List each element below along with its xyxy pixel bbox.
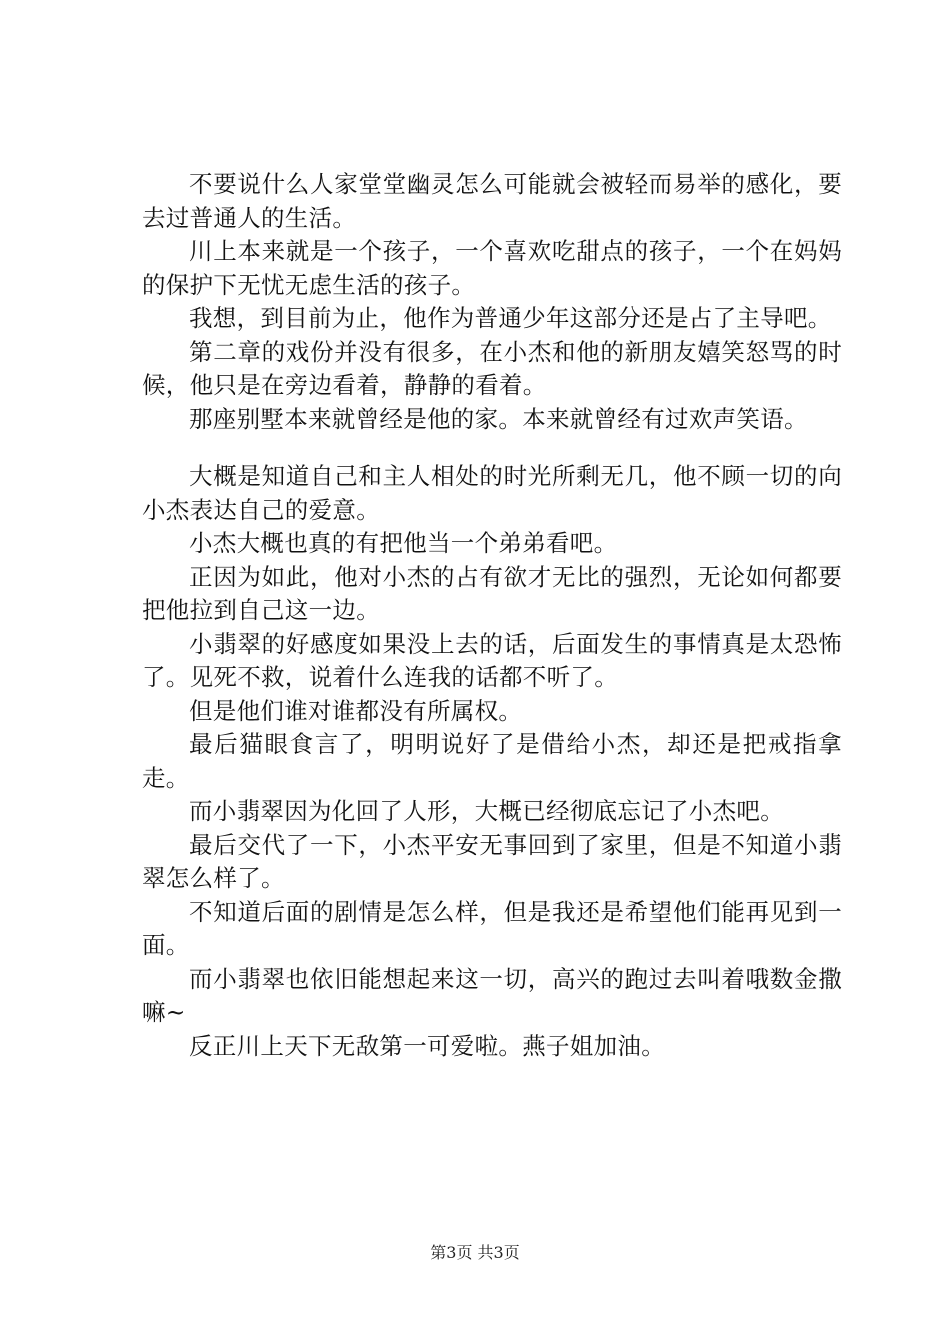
paragraph-1: 不要说什么人家堂堂幽灵怎么可能就会被轻而易举的感化，要去过普通人的生活。 xyxy=(142,170,842,232)
paragraph-13: 最后交代了一下，小杰平安无事回到了家里，但是不知道小翡翠怎么样了。 xyxy=(142,830,842,892)
paragraph-3: 我想，到目前为止，他作为普通少年这部分还是占了主导吧。 xyxy=(189,304,832,332)
paragraph-15: 而小翡翠也依旧能想起来这一切，高兴的跑过去叫着哦数金撒嘛~ xyxy=(142,964,842,1026)
paragraph-12: 而小翡翠因为化回了人形，大概已经彻底忘记了小杰吧。 xyxy=(189,797,784,825)
paragraph-9: 小翡翠的好感度如果没上去的话，后面发生的事情真是太恐怖了。见死不救，说着什么连我的话都不听了。 xyxy=(142,629,842,691)
paragraph-2: 川上本来就是一个孩子，一个喜欢吃甜点的孩子，一个在妈妈的保护下无忧无虑生活的孩子。 xyxy=(142,237,842,299)
paragraph-gap xyxy=(142,436,842,460)
paragraph-11: 最后猫眼食言了，明明说好了是借给小杰，却还是把戒指拿走。 xyxy=(142,730,842,792)
paragraph-6: 大概是知道自己和主人相处的时光所剩无几，他不顾一切的向小杰表达自己的爱意。 xyxy=(142,462,842,524)
body-text xyxy=(142,168,842,1063)
paragraph-16: 反正川上天下无敌第一可爱啦。燕子姐加油。 xyxy=(189,1031,665,1060)
paragraph-4: 第二章的戏份并没有很多，在小杰和他的新朋友嬉笑怒骂的时候，他只是在旁边看着，静静的看着。 xyxy=(142,337,842,399)
page-number-label: 第3页 共3页 xyxy=(430,1243,520,1262)
paragraph-5: 那座别墅本来就曾经是他的家。本来就曾经有过欢声笑语。 xyxy=(189,404,808,433)
paragraph-8: 正因为如此，他对小杰的占有欲才无比的强烈，无论如何都要把他拉到自己这一边。 xyxy=(142,562,842,624)
page-footer xyxy=(0,1243,950,1263)
paragraph-7: 小杰大概也真的有把他当一个弟弟看吧。 xyxy=(189,529,618,557)
paragraph-14: 不知道后面的剧情是怎么样，但是我还是希望他们能再见到一面。 xyxy=(142,897,842,959)
paragraph-10: 但是他们谁对谁都没有所属权。 xyxy=(189,696,523,725)
